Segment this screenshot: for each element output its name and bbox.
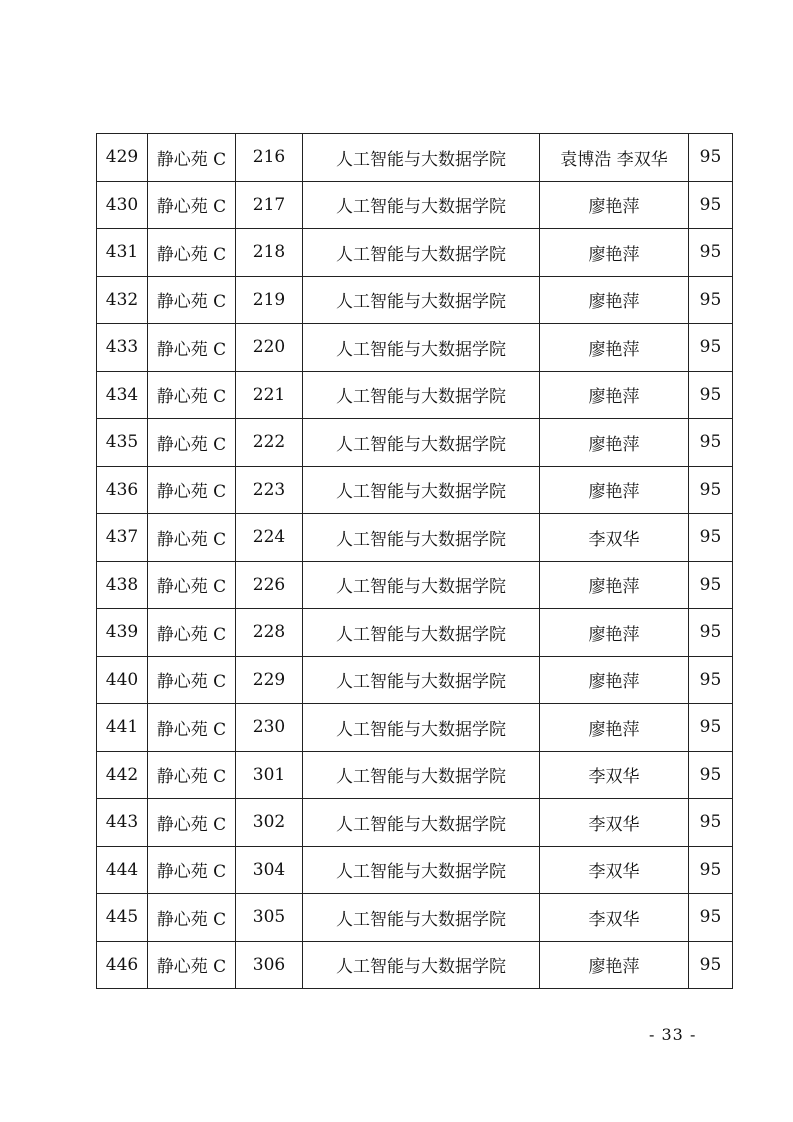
building-cell: 静心苑 C bbox=[148, 799, 236, 847]
counselor-cell: 廖艳萍 bbox=[540, 561, 689, 609]
room-number-cell: 220 bbox=[236, 324, 303, 372]
room-number-cell: 226 bbox=[236, 561, 303, 609]
table-row bbox=[97, 134, 733, 182]
row-index-cell: 433 bbox=[97, 324, 148, 372]
score-cell: 95 bbox=[689, 134, 733, 182]
counselor-cell: 廖艳萍 bbox=[540, 419, 689, 467]
room-number-cell: 222 bbox=[236, 419, 303, 467]
room-number-cell: 302 bbox=[236, 799, 303, 847]
counselor-cell: 李双华 bbox=[540, 514, 689, 562]
row-index-cell: 443 bbox=[97, 799, 148, 847]
college-cell: 人工智能与大数据学院 bbox=[303, 466, 540, 514]
college-cell: 人工智能与大数据学院 bbox=[303, 371, 540, 419]
counselor-cell: 廖艳萍 bbox=[540, 941, 689, 989]
counselor-cell: 廖艳萍 bbox=[540, 371, 689, 419]
table-row bbox=[97, 609, 733, 657]
row-index-cell: 431 bbox=[97, 229, 148, 277]
table-row bbox=[97, 181, 733, 229]
building-cell: 静心苑 C bbox=[148, 371, 236, 419]
table-row bbox=[97, 276, 733, 324]
score-cell: 95 bbox=[689, 324, 733, 372]
room-number-cell: 217 bbox=[236, 181, 303, 229]
row-index-cell: 434 bbox=[97, 371, 148, 419]
room-number-cell: 229 bbox=[236, 656, 303, 704]
page-number: - 33 - bbox=[649, 1025, 697, 1044]
score-cell: 95 bbox=[689, 894, 733, 942]
counselor-cell: 李双华 bbox=[540, 846, 689, 894]
counselor-cell: 袁博浩 李双华 bbox=[540, 134, 689, 182]
table-row bbox=[97, 514, 733, 562]
building-cell: 静心苑 C bbox=[148, 751, 236, 799]
room-number-cell: 304 bbox=[236, 846, 303, 894]
counselor-cell: 李双华 bbox=[540, 894, 689, 942]
counselor-cell: 廖艳萍 bbox=[540, 609, 689, 657]
room-number-cell: 218 bbox=[236, 229, 303, 277]
building-cell: 静心苑 C bbox=[148, 276, 236, 324]
score-cell: 95 bbox=[689, 514, 733, 562]
score-cell: 95 bbox=[689, 466, 733, 514]
building-cell: 静心苑 C bbox=[148, 846, 236, 894]
table-row bbox=[97, 561, 733, 609]
table-row bbox=[97, 941, 733, 989]
college-cell: 人工智能与大数据学院 bbox=[303, 941, 540, 989]
building-cell: 静心苑 C bbox=[148, 466, 236, 514]
building-cell: 静心苑 C bbox=[148, 324, 236, 372]
room-number-cell: 221 bbox=[236, 371, 303, 419]
row-index-cell: 432 bbox=[97, 276, 148, 324]
row-index-cell: 430 bbox=[97, 181, 148, 229]
table-row bbox=[97, 704, 733, 752]
room-number-cell: 228 bbox=[236, 609, 303, 657]
building-cell: 静心苑 C bbox=[148, 229, 236, 277]
building-cell: 静心苑 C bbox=[148, 419, 236, 467]
score-cell: 95 bbox=[689, 704, 733, 752]
dormitory-score-table bbox=[96, 133, 733, 989]
dormitory-score-table-wrapper bbox=[96, 133, 733, 989]
row-index-cell: 446 bbox=[97, 941, 148, 989]
room-number-cell: 305 bbox=[236, 894, 303, 942]
score-cell: 95 bbox=[689, 941, 733, 989]
table-row bbox=[97, 466, 733, 514]
counselor-cell: 廖艳萍 bbox=[540, 229, 689, 277]
row-index-cell: 442 bbox=[97, 751, 148, 799]
counselor-cell: 廖艳萍 bbox=[540, 704, 689, 752]
building-cell: 静心苑 C bbox=[148, 181, 236, 229]
room-number-cell: 230 bbox=[236, 704, 303, 752]
row-index-cell: 439 bbox=[97, 609, 148, 657]
table-row bbox=[97, 419, 733, 467]
room-number-cell: 224 bbox=[236, 514, 303, 562]
room-number-cell: 223 bbox=[236, 466, 303, 514]
table-body bbox=[97, 134, 733, 989]
college-cell: 人工智能与大数据学院 bbox=[303, 751, 540, 799]
score-cell: 95 bbox=[689, 561, 733, 609]
college-cell: 人工智能与大数据学院 bbox=[303, 134, 540, 182]
college-cell: 人工智能与大数据学院 bbox=[303, 894, 540, 942]
score-cell: 95 bbox=[689, 609, 733, 657]
counselor-cell: 廖艳萍 bbox=[540, 276, 689, 324]
score-cell: 95 bbox=[689, 751, 733, 799]
room-number-cell: 301 bbox=[236, 751, 303, 799]
table-row bbox=[97, 799, 733, 847]
score-cell: 95 bbox=[689, 229, 733, 277]
room-number-cell: 216 bbox=[236, 134, 303, 182]
counselor-cell: 廖艳萍 bbox=[540, 181, 689, 229]
row-index-cell: 440 bbox=[97, 656, 148, 704]
counselor-cell: 廖艳萍 bbox=[540, 466, 689, 514]
score-cell: 95 bbox=[689, 276, 733, 324]
college-cell: 人工智能与大数据学院 bbox=[303, 181, 540, 229]
building-cell: 静心苑 C bbox=[148, 656, 236, 704]
score-cell: 95 bbox=[689, 799, 733, 847]
building-cell: 静心苑 C bbox=[148, 704, 236, 752]
building-cell: 静心苑 C bbox=[148, 941, 236, 989]
counselor-cell: 廖艳萍 bbox=[540, 324, 689, 372]
row-index-cell: 441 bbox=[97, 704, 148, 752]
college-cell: 人工智能与大数据学院 bbox=[303, 229, 540, 277]
table-row bbox=[97, 371, 733, 419]
building-cell: 静心苑 C bbox=[148, 561, 236, 609]
college-cell: 人工智能与大数据学院 bbox=[303, 656, 540, 704]
building-cell: 静心苑 C bbox=[148, 609, 236, 657]
college-cell: 人工智能与大数据学院 bbox=[303, 704, 540, 752]
college-cell: 人工智能与大数据学院 bbox=[303, 324, 540, 372]
row-index-cell: 435 bbox=[97, 419, 148, 467]
college-cell: 人工智能与大数据学院 bbox=[303, 609, 540, 657]
building-cell: 静心苑 C bbox=[148, 134, 236, 182]
table-row bbox=[97, 324, 733, 372]
score-cell: 95 bbox=[689, 656, 733, 704]
score-cell: 95 bbox=[689, 181, 733, 229]
building-cell: 静心苑 C bbox=[148, 514, 236, 562]
college-cell: 人工智能与大数据学院 bbox=[303, 846, 540, 894]
room-number-cell: 219 bbox=[236, 276, 303, 324]
college-cell: 人工智能与大数据学院 bbox=[303, 514, 540, 562]
table-row bbox=[97, 751, 733, 799]
score-cell: 95 bbox=[689, 846, 733, 894]
table-row bbox=[97, 656, 733, 704]
row-index-cell: 436 bbox=[97, 466, 148, 514]
college-cell: 人工智能与大数据学院 bbox=[303, 419, 540, 467]
room-number-cell: 306 bbox=[236, 941, 303, 989]
row-index-cell: 444 bbox=[97, 846, 148, 894]
table-row bbox=[97, 894, 733, 942]
table-row bbox=[97, 846, 733, 894]
building-cell: 静心苑 C bbox=[148, 894, 236, 942]
score-cell: 95 bbox=[689, 419, 733, 467]
counselor-cell: 李双华 bbox=[540, 799, 689, 847]
row-index-cell: 445 bbox=[97, 894, 148, 942]
row-index-cell: 437 bbox=[97, 514, 148, 562]
table-row bbox=[97, 229, 733, 277]
row-index-cell: 429 bbox=[97, 134, 148, 182]
row-index-cell: 438 bbox=[97, 561, 148, 609]
counselor-cell: 廖艳萍 bbox=[540, 656, 689, 704]
college-cell: 人工智能与大数据学院 bbox=[303, 561, 540, 609]
score-cell: 95 bbox=[689, 371, 733, 419]
counselor-cell: 李双华 bbox=[540, 751, 689, 799]
college-cell: 人工智能与大数据学院 bbox=[303, 799, 540, 847]
college-cell: 人工智能与大数据学院 bbox=[303, 276, 540, 324]
